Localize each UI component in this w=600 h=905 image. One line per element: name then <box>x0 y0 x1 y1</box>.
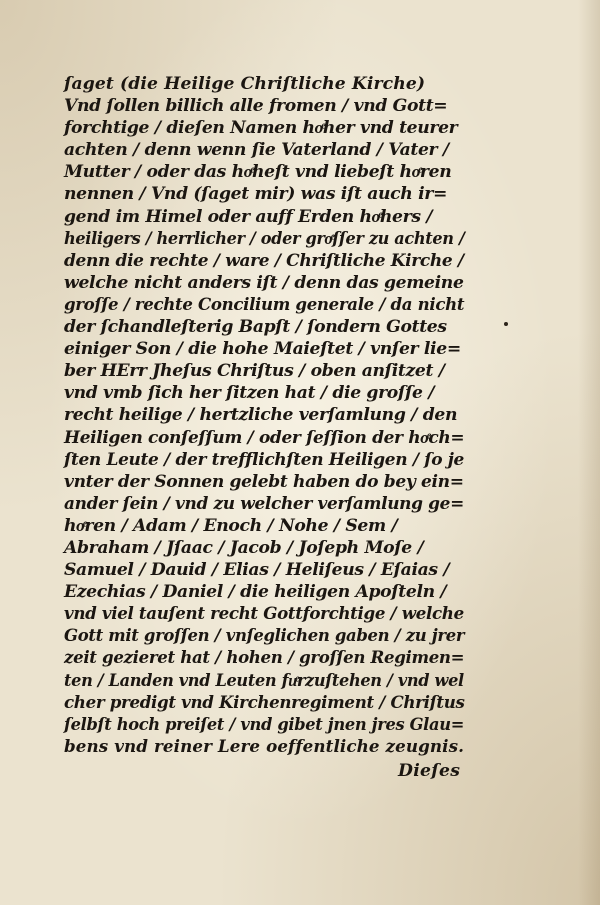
text-line: ſten Leute / der trefflichſten Heiligen / ſo je <box>64 449 465 470</box>
text-line: bens vnd reiner Lere oeffentliche zeugnis. <box>64 736 465 757</box>
text-line: denn die rechte / ware / Chriſtliche Kirche / <box>64 250 464 271</box>
text-line: der ſchandleſterig Bapſt / ſondern Gottes <box>64 317 447 338</box>
text-line: hoͤren / Adam / Enoch / Nohe / Sem / <box>64 515 398 536</box>
text-line: achten / denn wenn ſie Vaterland / Vater / <box>64 140 449 161</box>
text-line: welche nicht anders iſt / denn das gemeine <box>64 272 464 293</box>
text-line: Samuel / Dauid / Elias / Heliſeus / Eſaias / <box>64 560 450 581</box>
text-line: cher predigt vnd Kirchenregiment / Chriſtus <box>64 692 465 713</box>
body-text <box>64 73 464 758</box>
text-line: Ezechias / Daniel / die heiligen Apoſteln / <box>64 582 447 603</box>
text-line: einiger Son / die hohe Maieſtet / vnſer lie= <box>64 339 461 360</box>
page-edge-shadow <box>578 0 600 905</box>
text-line: Vnd ſollen billich alle fromen / vnd Gott= <box>64 96 448 117</box>
text-line: groſſe / rechte Concilium generale / da nicht <box>64 294 465 315</box>
text-line: vnd viel tauſent recht Gottforchtige / welche <box>64 604 464 625</box>
text-line: ſelbſt hoch preiſet / vnd gibet jnen jres Glau= <box>64 714 465 735</box>
catchword: Dieſes <box>398 761 461 781</box>
text-line: vnd vmb ſich her ſitzen hat / die groſſe / <box>64 383 435 404</box>
text-line: Gott mit groſſen / vnſeglichen gaben / zu jrer <box>64 626 465 647</box>
text-line: heiligers / herrlicher / oder groͤſſer zu achten / <box>64 228 465 249</box>
text-line: ſaget (die Heilige Chriſtliche Kirche) <box>64 74 426 94</box>
text-line: Heiligen conſeſſum / oder ſeſſion der hoͤch= <box>64 427 465 448</box>
text-line: ander ſein / vnd zu welcher verſamlung ge= <box>64 493 464 514</box>
text-line: nennen / Vnd (ſaget mir) was iſt auch ir= <box>64 184 448 205</box>
text-line: Mutter / oder das hoͤheſt vnd liebeſt hoͤren <box>64 162 452 183</box>
text-line: Abraham / Jſaac / Jacob / Joſeph Moſe / <box>64 537 424 558</box>
ink-spot <box>504 322 508 326</box>
text-line: forchtige / dieſen Namen hoͤher vnd teurer <box>64 118 458 139</box>
text-line: ten / Landen vnd Leuten fuͤrzuſtehen / vnd wel <box>64 670 464 691</box>
text-line: recht heilige / hertzliche verſamlung / den <box>64 405 458 426</box>
text-line: vnter der Sonnen gelebt haben do bey ein= <box>64 471 464 492</box>
text-line: ber HErr Jheſus Chriſtus / oben anſitzet / <box>64 361 445 382</box>
text-line: gend im Himel oder auff Erden hoͤhers / <box>64 206 433 227</box>
text-line: zeit gezieret hat / hohen / groſſen Regimen= <box>64 648 465 669</box>
